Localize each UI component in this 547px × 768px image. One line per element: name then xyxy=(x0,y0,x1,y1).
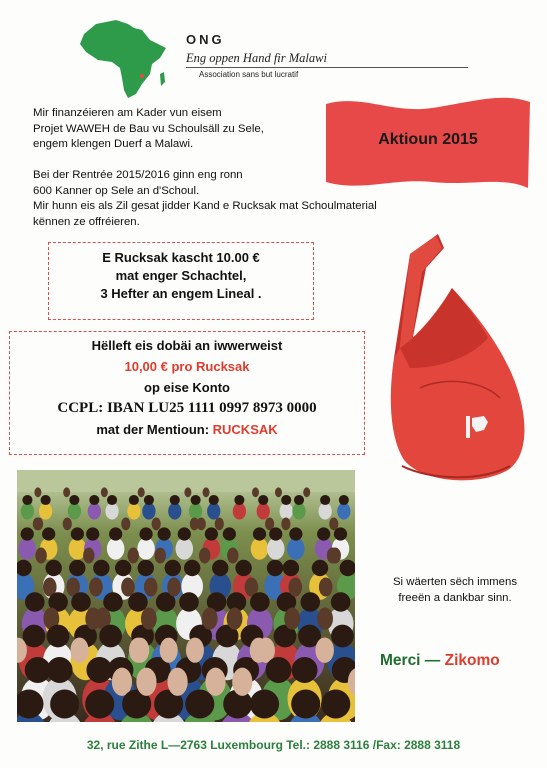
price-line: E Rucksak kascht 10.00 € xyxy=(102,250,260,265)
children-waving-photo xyxy=(17,470,355,722)
intro-paragraph-1 xyxy=(33,106,323,153)
intro-line: engem klengen Duerf a Malawi. xyxy=(33,138,194,150)
merci-zikomo xyxy=(380,652,500,670)
header-divider xyxy=(186,67,468,68)
donation-appeal: Hëlleft eis dobäi an iwwerweist xyxy=(91,338,283,353)
intro-line: Bei der Rentrée 2015/2016 ginn eng ronn xyxy=(33,169,243,181)
org-tagline: Association sans but lucratif xyxy=(199,70,299,79)
mention-line xyxy=(10,419,364,440)
account-intro: op eise Konto xyxy=(144,380,230,395)
intro-line: Mir finanzéieren am Kader vun eisem xyxy=(33,107,222,119)
intro-line: kënnen ze offréieren. xyxy=(33,215,140,228)
thanks-message xyxy=(380,574,530,606)
contents-line: 3 Hefter an engem Lineal . xyxy=(100,286,262,301)
thanks-line: freeën a dankbar sinn. xyxy=(398,592,512,604)
price-box xyxy=(48,242,314,320)
banner-title: Aktioun 2015 xyxy=(378,131,478,148)
africa-map-icon xyxy=(76,18,172,100)
footer-address: 32, rue Zithe L—2763 Luxembourg Tel.: 2888 3116 /Fax: 2888 3118 xyxy=(86,738,461,752)
merci-word: Merci xyxy=(380,652,421,669)
zikomo-word: Zikomo xyxy=(444,652,500,669)
intro-line: 600 Kanner op Sele an d'Schoul. xyxy=(33,184,200,197)
intro-line: Projet WAWEH de Bau vu Schoulsäll zu Sele, xyxy=(33,122,264,135)
intro-line: Mir hunn eis als Zil gesat jidder Kand e Rucksak mat Schoulmaterial xyxy=(33,200,377,212)
mention-prefix: mat der Mentioun: xyxy=(96,422,213,437)
contents-line: mat enger Schachtel, xyxy=(115,268,247,283)
donation-amount: 10,00 € pro Rucksak xyxy=(124,359,250,374)
org-abbreviation: ONG xyxy=(186,32,225,47)
mention-keyword: RUCKSAK xyxy=(212,422,278,437)
red-backpack-icon xyxy=(380,228,530,490)
merci-dash: — xyxy=(420,652,445,669)
donation-box xyxy=(9,331,365,455)
thanks-line: Si wäerten sëch immens xyxy=(392,576,518,588)
iban-line: CCPL: IBAN LU25 1111 0997 8973 0000 xyxy=(57,400,317,416)
org-name: Eng oppen Hand fir Malawi xyxy=(186,51,327,65)
